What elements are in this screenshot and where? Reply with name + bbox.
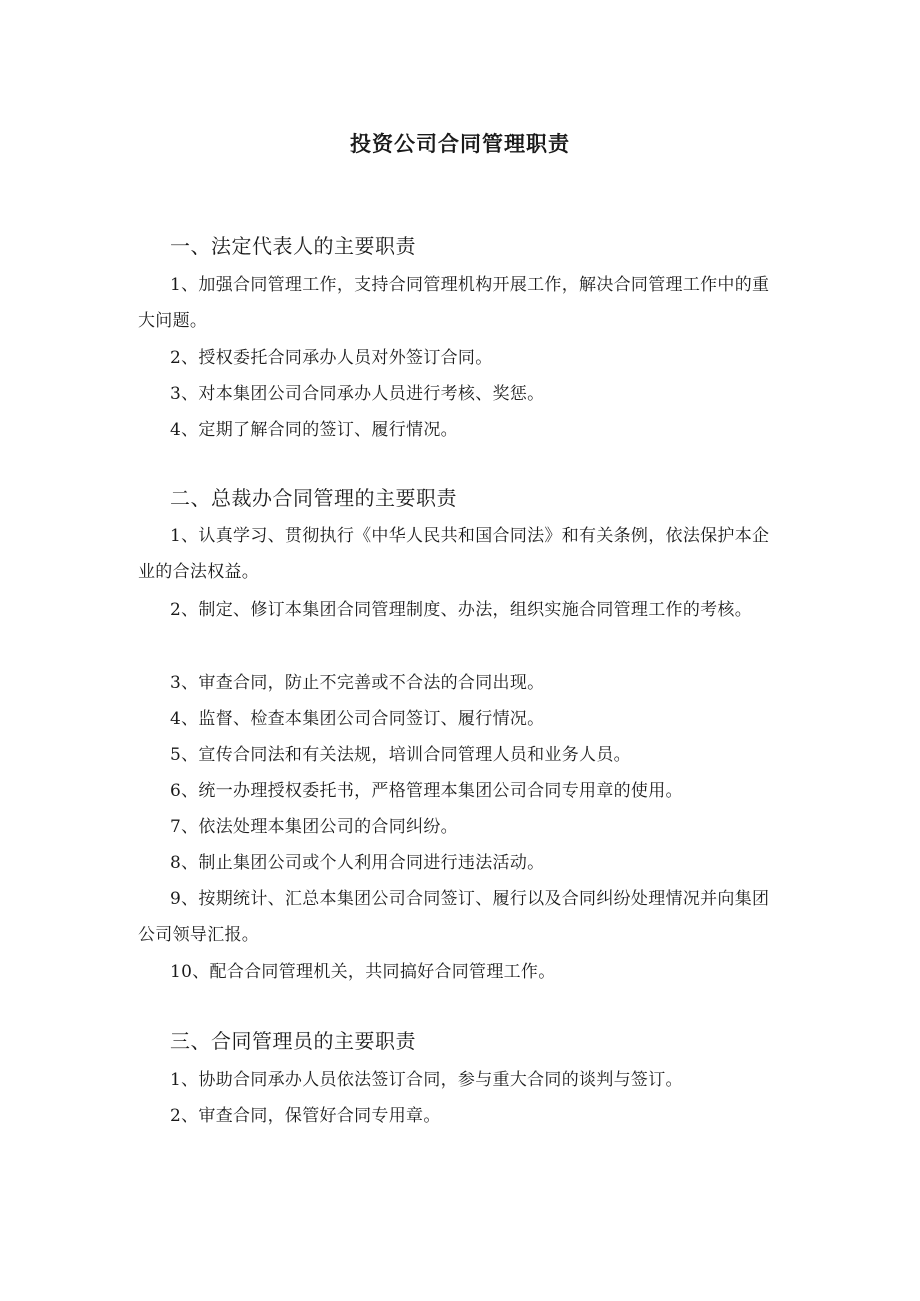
section-2-item-10: 10、配合合同管理机关，共同搞好合同管理工作。 — [170, 962, 556, 982]
section-1-item-1: 1、加强合同管理工作，支持合同管理机构开展工作，解决合同管理工作中的重大问题。 — [138, 275, 770, 331]
section-3-item-2: 2、审查合同，保管好合同专用章。 — [170, 1106, 441, 1126]
section-1-item-4: 4、定期了解合同的签订、履行情况。 — [170, 420, 458, 440]
section-heading-3: 三、合同管理员的主要职责 — [170, 1029, 416, 1053]
document-title: 投资公司合同管理职责 — [350, 132, 570, 156]
section-2-item-2: 2、制定、修订本集团合同管理制度、办法，组织实施合同管理工作的考核。 — [170, 600, 753, 620]
section-1-item-2: 2、授权委托合同承办人员对外签订合同。 — [170, 348, 493, 368]
section-2-item-7: 7、依法处理本集团公司的合同纠纷。 — [170, 817, 458, 837]
section-2-item-3: 3、审查合同，防止不完善或不合法的合同出现。 — [170, 673, 545, 693]
section-2-item-4: 4、监督、检查本集团公司合同签订、履行情况。 — [170, 709, 545, 729]
section-2-item-9: 9、按期统计、汇总本集团公司合同签订、履行以及合同纠纷处理情况并向集团公司领导汇报。 — [138, 889, 770, 945]
section-3-item-1: 1、协助合同承办人员依法签订合同，参与重大合同的谈判与签订。 — [170, 1070, 683, 1090]
section-1-item-3: 3、对本集团公司合同承办人员进行考核、奖惩。 — [170, 384, 545, 404]
section-2-item-8: 8、制止集团公司或个人利用合同进行违法活动。 — [170, 853, 545, 873]
section-2-item-1: 1、认真学习、贯彻执行《中华人民共和国合同法》和有关条例，依法保护本企业的合法权益。 — [138, 526, 770, 582]
section-heading-2: 二、总裁办合同管理的主要职责 — [170, 486, 457, 510]
section-2-item-5: 5、宣传合同法和有关法规，培训合同管理人员和业务人员。 — [170, 745, 631, 765]
section-heading-1: 一、法定代表人的主要职责 — [170, 234, 416, 258]
section-2-item-6: 6、统一办理授权委托书，严格管理本集团公司合同专用章的使用。 — [170, 781, 683, 801]
